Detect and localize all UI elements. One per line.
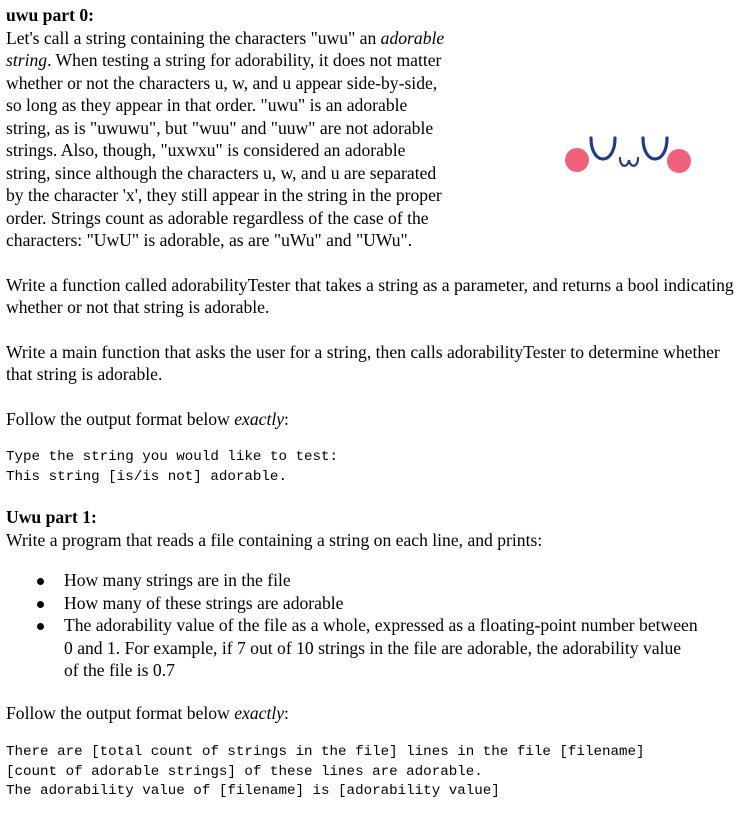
right-blush-icon [667, 149, 691, 173]
part1-intro: Write a program that reads a file containing a string on each line, and prints: [6, 529, 543, 550]
left-eye-icon [591, 138, 615, 159]
intro-line: by the character 'x', they still appear in the string in the proper [6, 185, 442, 205]
follow-format-line: Follow the output format below exactly: [6, 702, 289, 723]
code-line: [count of adorable strings] of these lines are adorable. [6, 763, 483, 780]
code-line: Type the string you would like to test: [6, 449, 339, 465]
part1-heading: Uwu part 1: [6, 507, 97, 527]
left-blush-icon [565, 148, 589, 172]
intro-line: string, as is "uwuwu", but "wuu" and "uuw" are not adorable [6, 117, 434, 138]
list-item: How many strings are in the file [64, 569, 740, 592]
part1-code-block [6, 743, 740, 802]
document-page [6, 4, 740, 802]
intro-line: string, since although the characters u, w, and u are separated [6, 162, 437, 183]
part0-intro [6, 27, 496, 252]
function-paragraph: Write a function called adorabilityTester that takes a string as a parameter, and returns a bool indicating whether or not that string is adorable. [6, 274, 734, 317]
bullet-icon [37, 601, 44, 608]
right-eye-icon [643, 138, 667, 159]
part0-code-block [6, 448, 740, 487]
follow-format-line: Follow the output format below exactly: [6, 408, 289, 429]
intro-line: order. Strings count as adorable regardless of the case of the [6, 207, 429, 228]
mouth-icon [620, 158, 638, 166]
main-paragraph: Write a main function that asks the user for a string, then calls adorabilityTester to determine whether that string is adorable. [6, 341, 720, 384]
intro-line: so long as they appear in that order. "uwu" is an adorable [6, 95, 408, 115]
intro-line: strings. Also, though, "uxwxu" is considered an adorable [6, 140, 406, 160]
intro-line: whether or not the characters u, w, and u appear side-by-side, [6, 72, 438, 93]
bullet-icon [37, 623, 44, 630]
intro-line: string. When testing a string for adorability, it does not matter [6, 50, 442, 70]
code-line: The adorability value of [filename] is [adorability value] [6, 783, 500, 799]
bullet-icon [37, 578, 44, 585]
uwu-face-icon [558, 128, 698, 188]
intro-line: characters: "UwU" is adorable, as are "uWu" and "UWu". [6, 230, 413, 250]
list-item: The adorability value of the file as a whole, expressed as a floating-point number between 0 and 1. For example, if 7 out of 10 strings in the file are adorable, the adorability value of the file is 0.7 [64, 614, 740, 682]
requirements-list [6, 569, 740, 682]
part0-heading: uwu part 0: [6, 5, 94, 25]
intro-line: Let's call a string containing the characters "uwu" an adorable [6, 27, 445, 48]
list-item: How many of these strings are adorable [64, 592, 740, 615]
code-line: There are [total count of strings in the file] lines in the file [filename] [6, 744, 645, 760]
uwu-face-svg [558, 128, 698, 188]
code-line: This string [is/is not] adorable. [6, 468, 287, 485]
